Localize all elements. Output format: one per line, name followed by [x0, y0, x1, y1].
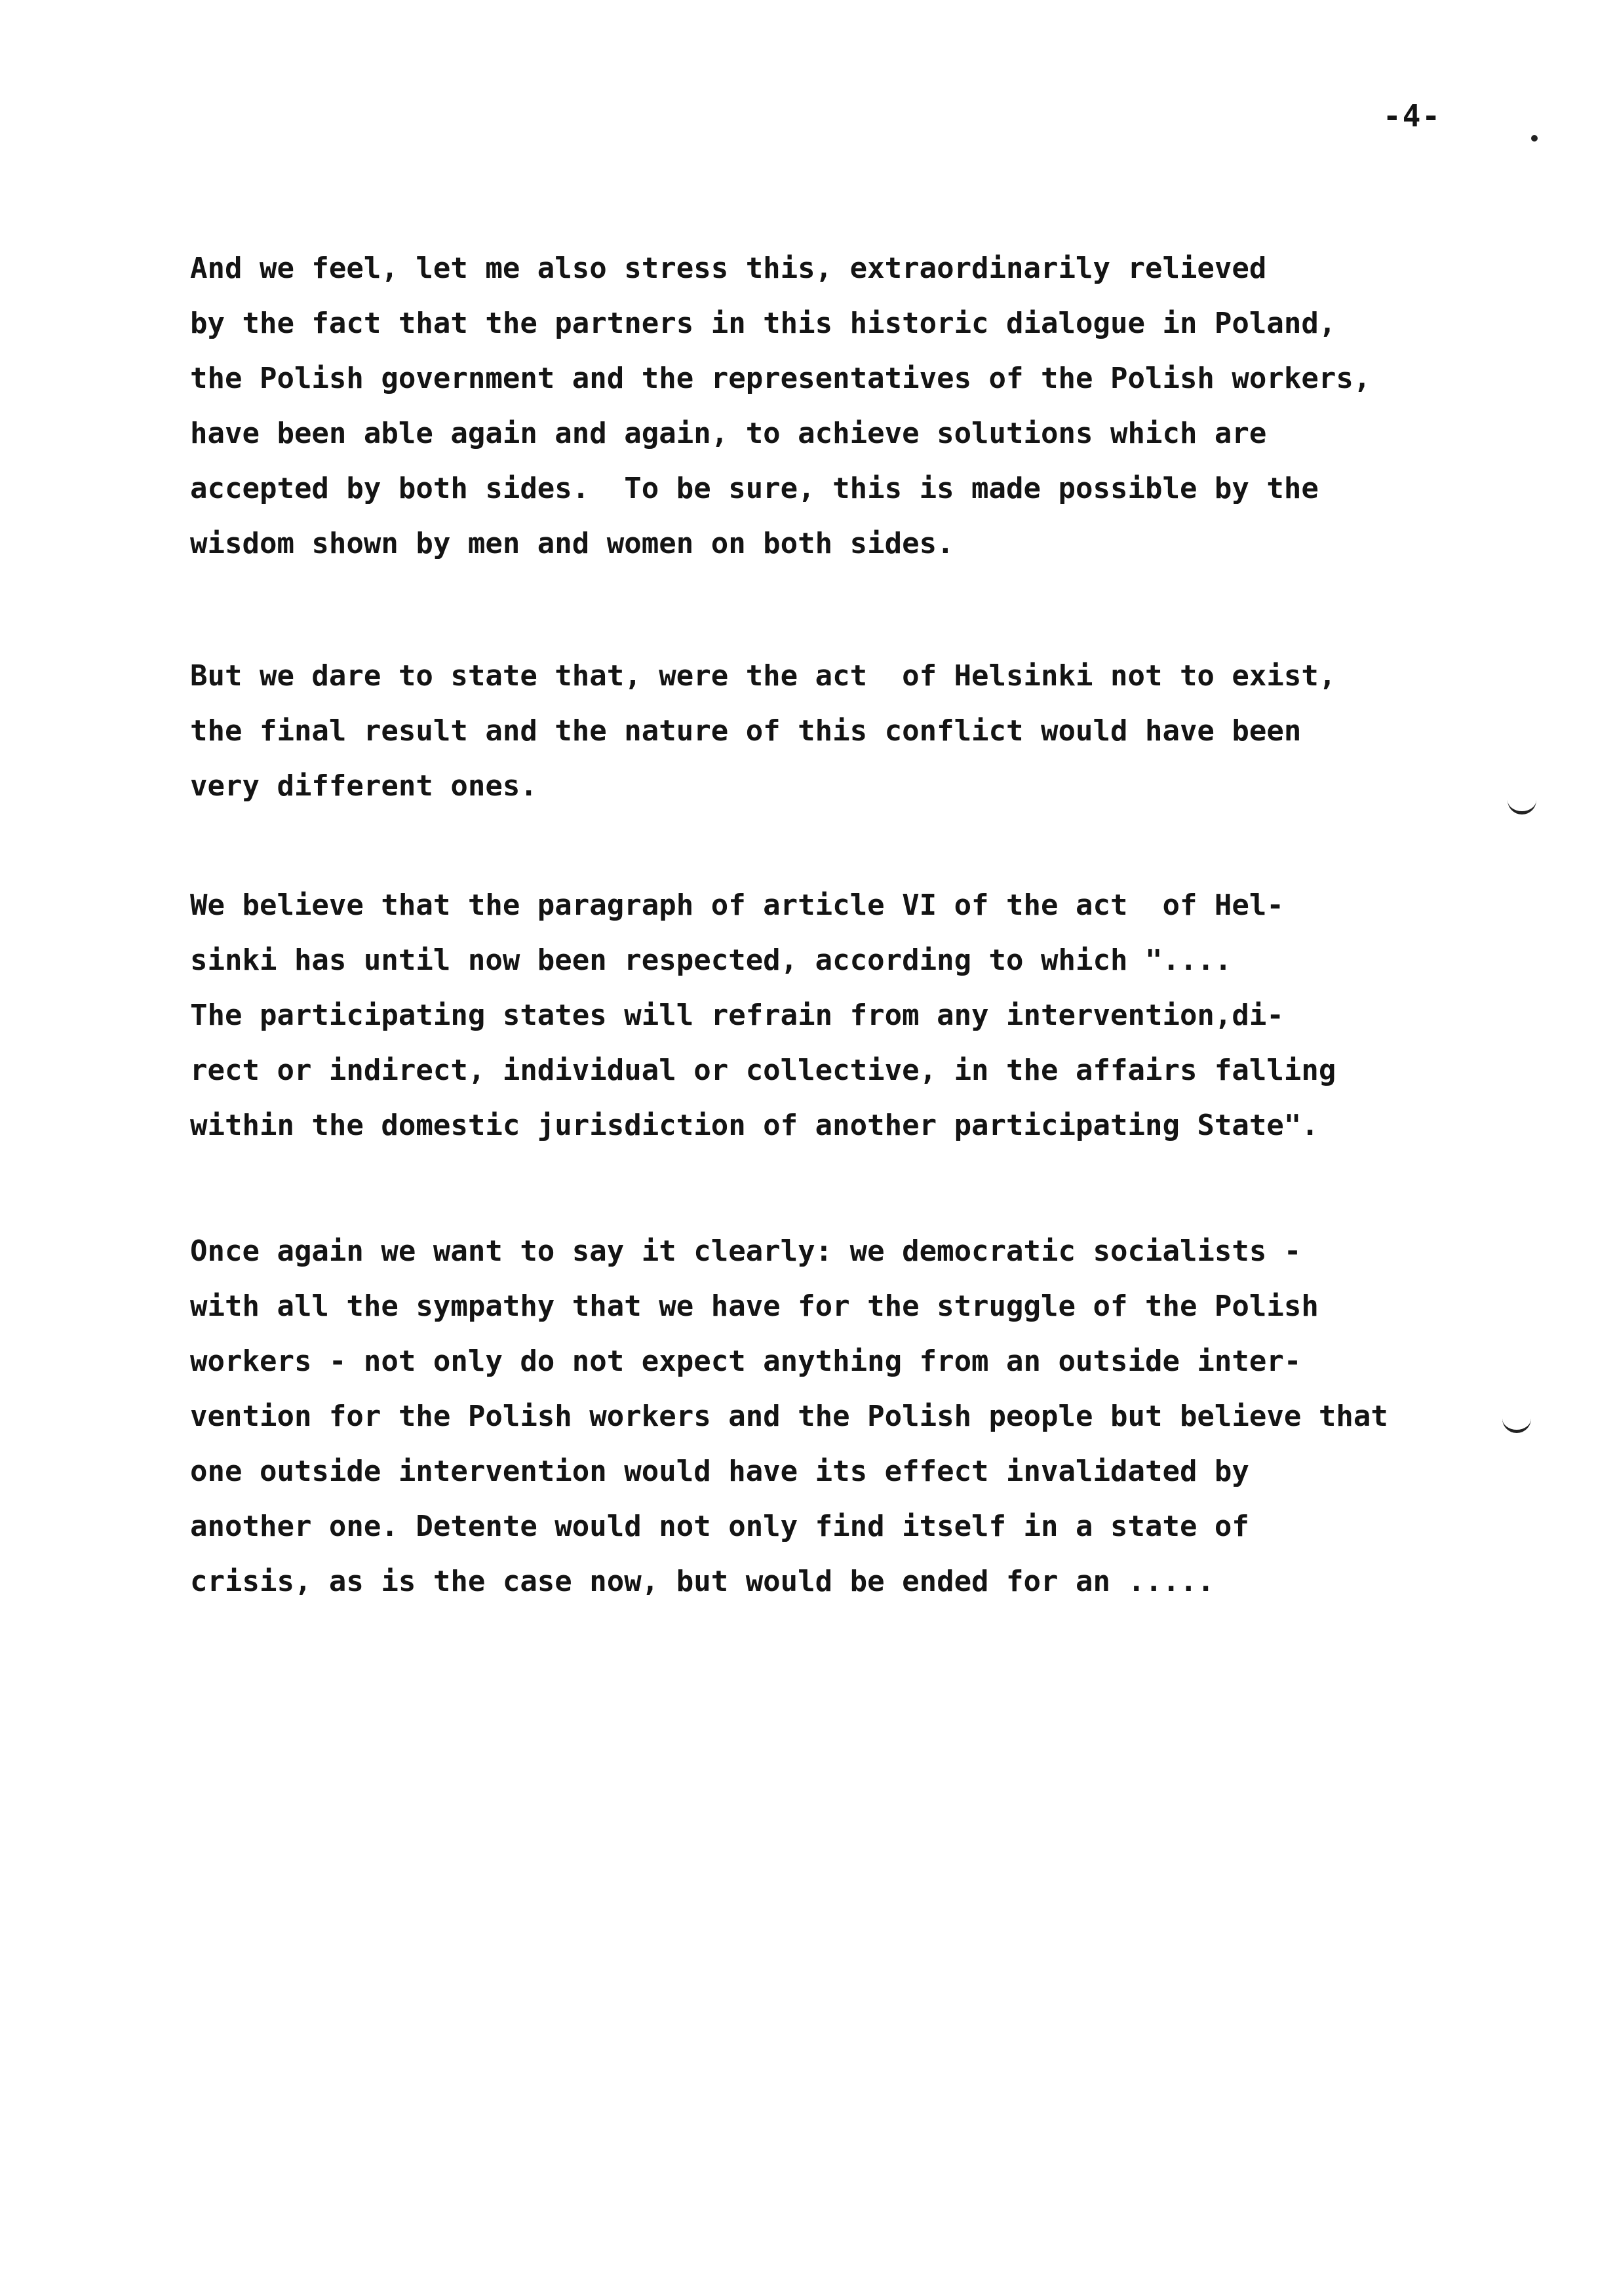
paragraph-1: [190, 241, 1501, 571]
text-line: one outside intervention would have its effect invalidated by: [190, 1455, 1249, 1488]
text-line: by the fact that the partners in this historic dialogue in Poland,: [190, 307, 1336, 340]
text-line: another one. Detente would not only find itself in a state of: [190, 1510, 1249, 1543]
text-line: crisis, as is the case now, but would be ended for an .....: [190, 1565, 1215, 1598]
text-line: have been able again and again, to achieve solutions which are: [190, 417, 1267, 450]
margin-tick-mark: [1508, 798, 1536, 814]
paragraph-2: [190, 649, 1501, 814]
text-line: The participating states will refrain from any intervention,di-: [190, 999, 1284, 1032]
text-line: But we dare to state that, were the act of Helsinki not to exist,: [190, 659, 1336, 693]
text-line: We believe that the paragraph of article VI of the act of Hel-: [190, 889, 1284, 922]
text-line: accepted by both sides. To be sure, this is made possible by the: [190, 472, 1319, 505]
text-line: wisdom shown by men and women on both sides.: [190, 527, 954, 560]
paragraph-4: [190, 1224, 1501, 1609]
margin-dot: [1531, 135, 1538, 142]
text-line: rect or indirect, individual or collective, in the affairs falling: [190, 1054, 1336, 1087]
text-line: Once again we want to say it clearly: we democratic socialists -: [190, 1234, 1302, 1268]
margin-tick-mark: [1502, 1417, 1531, 1433]
text-line: with all the sympathy that we have for the struggle of the Polish: [190, 1290, 1319, 1323]
text-line: very different ones.: [190, 769, 537, 803]
text-line: the final result and the nature of this conflict would have been: [190, 714, 1302, 748]
text-line: And we feel, let me also stress this, extraordinarily relieved: [190, 252, 1267, 285]
text-line: sinki has until now been respected, according to which "....: [190, 944, 1232, 977]
text-line: within the domestic jurisdiction of another participating State".: [190, 1109, 1319, 1142]
text-line: the Polish government and the representatives of the Polish workers,: [190, 362, 1371, 395]
text-line: vention for the Polish workers and the Polish people but believe that: [190, 1400, 1388, 1433]
text-line: workers - not only do not expect anything from an outside inter-: [190, 1345, 1302, 1378]
paragraph-3: [190, 878, 1501, 1153]
page-number: -4-: [1383, 98, 1442, 134]
